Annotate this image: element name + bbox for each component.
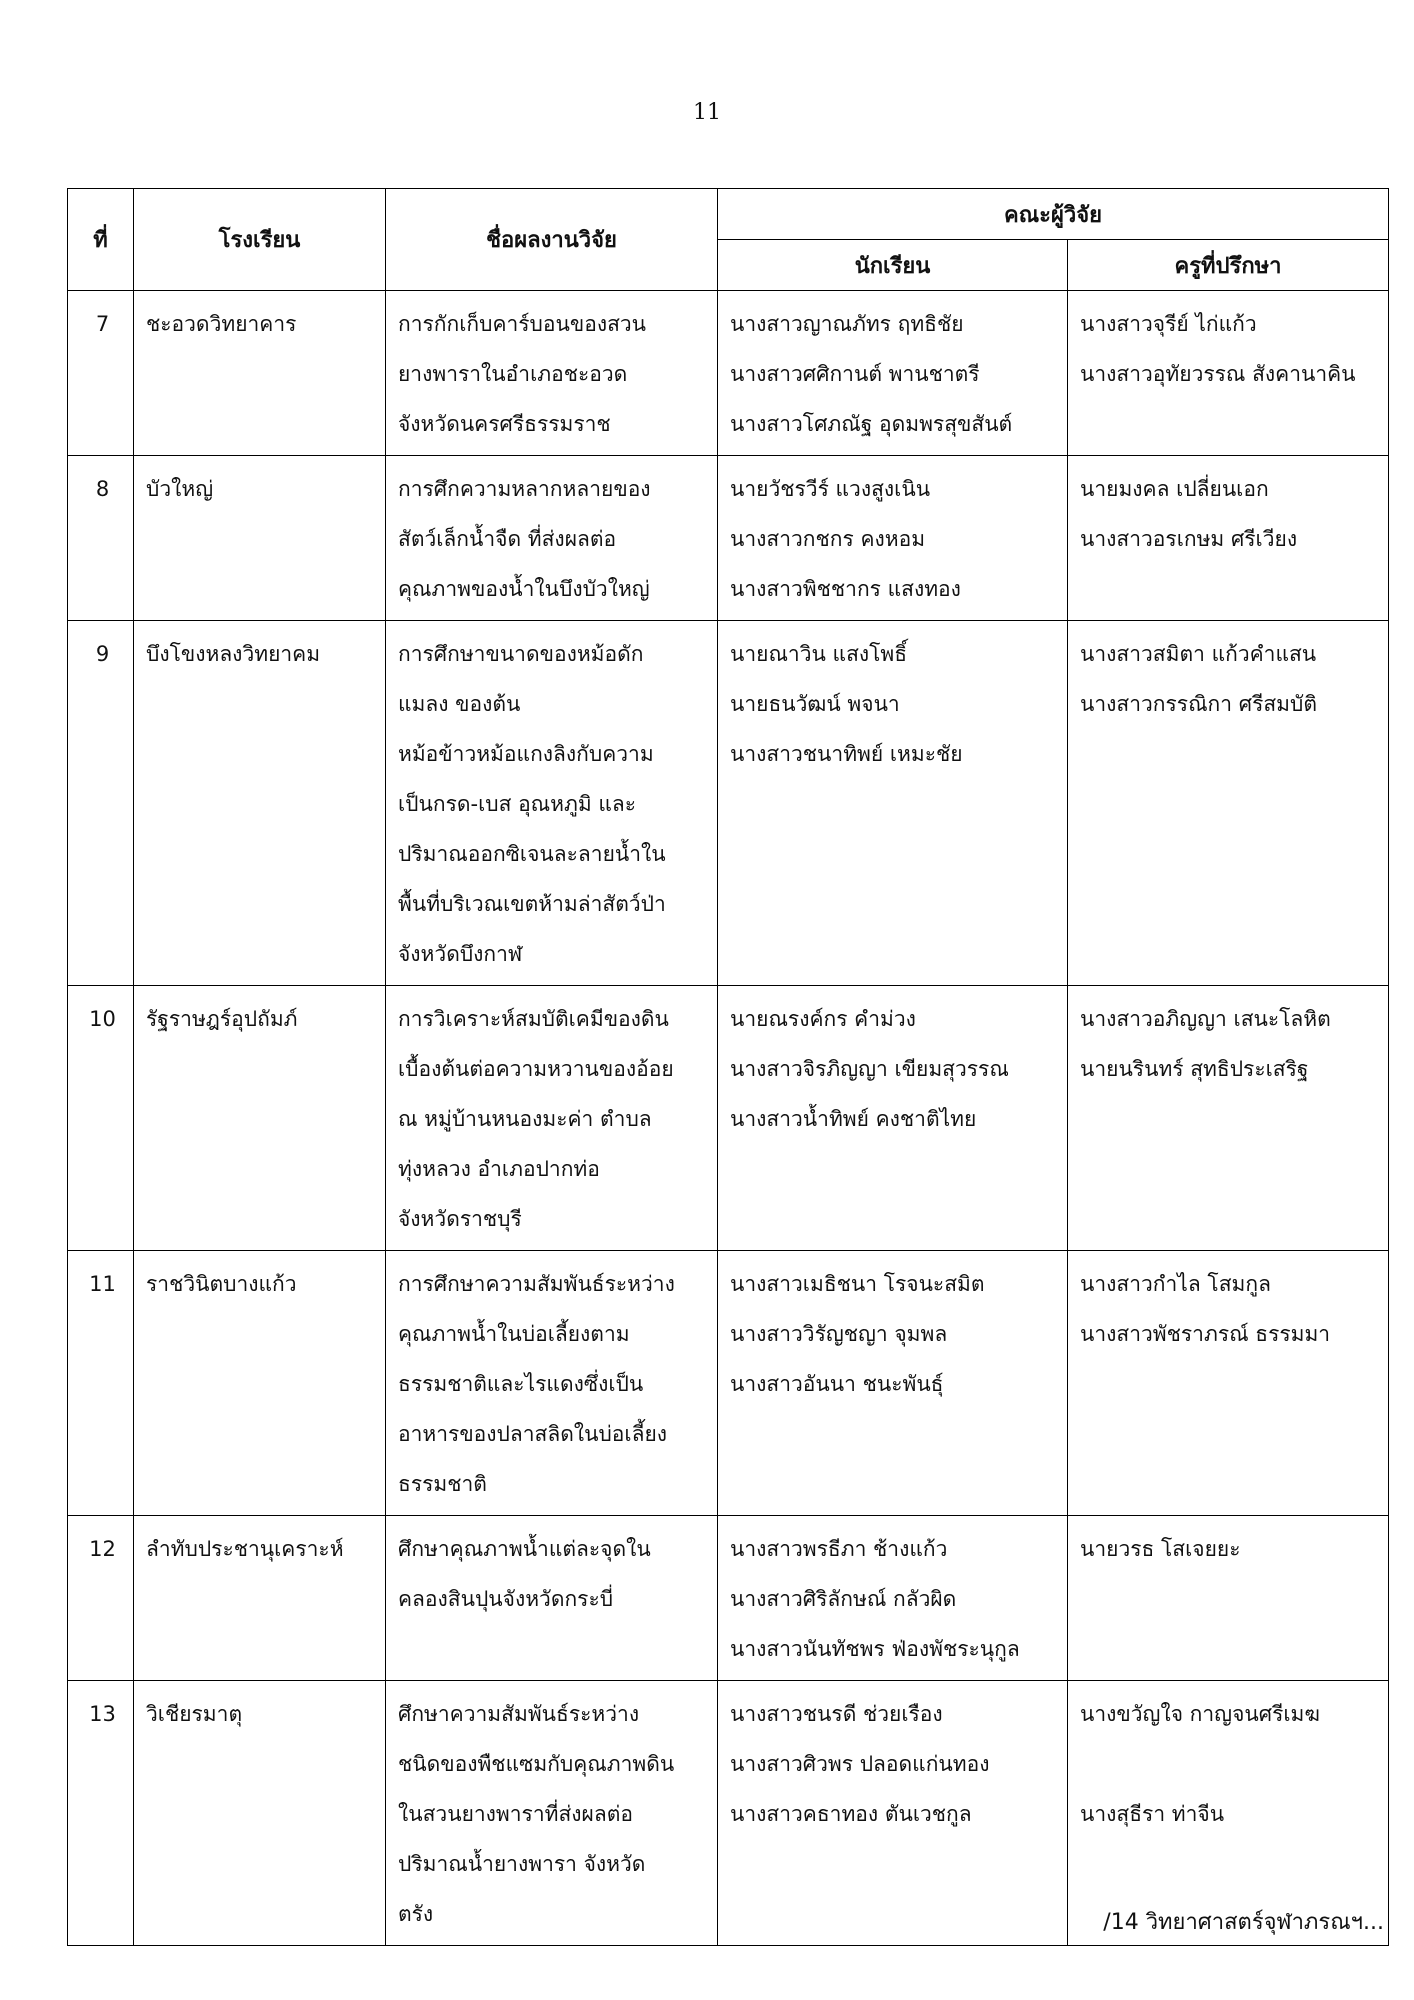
research-table bbox=[67, 188, 1389, 1946]
title-line: แมลง ของต้น bbox=[398, 692, 521, 716]
header-school: โรงเรียน bbox=[134, 189, 386, 291]
title-line: ปริมาณออกซิเจนละลายน้ำใน bbox=[398, 842, 666, 866]
cell-school: บึงโขงหลงวิทยาคม bbox=[134, 621, 386, 986]
title-line: หม้อข้าวหม้อแกงลิงกับความ bbox=[398, 742, 654, 766]
title-line: เป็นกรด-เบส อุณหภูมิ และ bbox=[398, 792, 637, 816]
cell-school: วิเชียรมาตุ bbox=[134, 1681, 386, 1946]
header-no: ที่ bbox=[68, 189, 134, 291]
student-name: นางสาวพรธีภา ช้างแก้ว bbox=[730, 1537, 948, 1561]
student-name: นางสาวเมธิชนา โรจนะสมิต bbox=[730, 1272, 985, 1296]
advisor-name: นางสาวพัชราภรณ์ ธรรมมา bbox=[1080, 1322, 1331, 1346]
title-line: จังหวัดนครศรีธรรมราช bbox=[398, 412, 611, 436]
student-name: นางสาววิรัญชญา จุมพล bbox=[730, 1322, 948, 1346]
advisor-name: นางขวัญใจ กาญจนศรีเมฆ bbox=[1080, 1702, 1320, 1726]
advisor-name: นางสาวจุรีย์ ไก่แก้ว bbox=[1080, 312, 1257, 336]
advisor-name: นางสาวอรเกษม ศรีเวียง bbox=[1080, 527, 1298, 551]
title-line: ศึกษาคุณภาพน้ำแต่ละจุดใน bbox=[398, 1537, 651, 1561]
table-row bbox=[68, 986, 1389, 1251]
advisor-name: นายมงคล เปลี่ยนเอก bbox=[1080, 477, 1269, 501]
title-line: ศึกษาความสัมพันธ์ระหว่าง bbox=[398, 1702, 640, 1726]
title-line: การศึกษาความสัมพันธ์ระหว่าง bbox=[398, 1272, 675, 1296]
cell-title bbox=[386, 1251, 718, 1516]
table-row bbox=[68, 621, 1389, 986]
table-row bbox=[68, 1251, 1389, 1516]
header-team: คณะผู้วิจัย bbox=[718, 189, 1389, 240]
advisor-name: นางสาวกำไล โสมกูล bbox=[1080, 1272, 1271, 1296]
cell-advisors bbox=[1068, 1516, 1389, 1681]
student-name: นางสาวชนรดี ช่วยเรือง bbox=[730, 1702, 943, 1726]
title-line: ตรัง bbox=[398, 1902, 434, 1926]
title-line: ปริมาณน้ำยางพารา จังหวัด bbox=[398, 1852, 646, 1876]
cell-title bbox=[386, 1681, 718, 1946]
table-row bbox=[68, 291, 1389, 456]
title-line: ณ หมู่บ้านหนองมะค่า ตำบล bbox=[398, 1107, 652, 1131]
cell-advisors bbox=[1068, 456, 1389, 621]
blank-line bbox=[1080, 1739, 1380, 1789]
title-line: ยางพาราในอำเภอชะอวด bbox=[398, 362, 628, 386]
title-line: คลองสินปุนจังหวัดกระบี่ bbox=[398, 1587, 614, 1611]
cell-school: รัฐราษฎร์อุปถัมภ์ bbox=[134, 986, 386, 1251]
title-line: การศึกความหลากหลายของ bbox=[398, 477, 651, 501]
cell-title bbox=[386, 986, 718, 1251]
student-name: นายธนวัฒน์ พจนา bbox=[730, 692, 900, 716]
student-name: นายณรงค์กร คำม่วง bbox=[730, 1007, 916, 1031]
cell-title bbox=[386, 1516, 718, 1681]
cell-students bbox=[718, 986, 1068, 1251]
title-line: เบื้องต้นต่อความหวานของอ้อย bbox=[398, 1057, 674, 1081]
title-line: พื้นที่บริเวณเขตห้ามล่าสัตว์ป่า bbox=[398, 892, 666, 916]
title-line: จังหวัดบึงกาฬ bbox=[398, 942, 523, 966]
header-advisors: ครูที่ปรึกษา bbox=[1068, 240, 1389, 291]
student-name: นางสาวศิวพร ปลอดแก่นทอง bbox=[730, 1752, 990, 1776]
header-students: นักเรียน bbox=[718, 240, 1068, 291]
title-line: ธรรมชาติ bbox=[398, 1472, 487, 1496]
cell-no: 11 bbox=[68, 1251, 134, 1516]
cell-advisors bbox=[1068, 1251, 1389, 1516]
student-name: นางสาวโศภณัฐ อุดมพรสุขสันต์ bbox=[730, 412, 1013, 436]
student-name: นางสาวจิรภิญญา เขียมสุวรรณ bbox=[730, 1057, 1009, 1081]
cell-no: 12 bbox=[68, 1516, 134, 1681]
cell-no: 10 bbox=[68, 986, 134, 1251]
footer-note: /14 วิทยาศาสตร์จุฬาภรณฯ... bbox=[1103, 1910, 1384, 1935]
title-line: คุณภาพน้ำในบ่อเลี้ยงตาม bbox=[398, 1322, 630, 1346]
cell-advisors bbox=[1068, 291, 1389, 456]
cell-school: ลำทับประชานุเคราะห์ bbox=[134, 1516, 386, 1681]
title-line: การกักเก็บคาร์บอนของสวน bbox=[398, 312, 647, 336]
table-row bbox=[68, 1516, 1389, 1681]
advisor-name: นายนรินทร์ สุทธิประเสริฐ bbox=[1080, 1057, 1309, 1081]
student-name: นางสาวนันทัชพร ฟ่องพัชระนุกูล bbox=[730, 1637, 1020, 1661]
cell-no: 8 bbox=[68, 456, 134, 621]
title-line: การวิเคราะห์สมบัติเคมีของดิน bbox=[398, 1007, 669, 1031]
cell-title bbox=[386, 291, 718, 456]
cell-advisors bbox=[1068, 621, 1389, 986]
student-name: นางสาวพิชชากร แสงทอง bbox=[730, 577, 961, 601]
cell-school: ชะอวดวิทยาคาร bbox=[134, 291, 386, 456]
title-line: สัตว์เล็กน้ำจืด ที่ส่งผลต่อ bbox=[398, 527, 617, 551]
advisor-name: นางสาวอุทัยวรรณ สังคานาคิน bbox=[1080, 362, 1356, 386]
student-name: นายวัชรวีร์ แวงสูงเนิน bbox=[730, 477, 931, 501]
title-line: ทุ่งหลวง อำเภอปากท่อ bbox=[398, 1157, 600, 1181]
student-name: นางสาวศศิกานต์ พานชาตรี bbox=[730, 362, 980, 386]
title-line: คุณภาพของน้ำในบึงบัวใหญ่ bbox=[398, 577, 650, 601]
student-name: นางสาวชนาทิพย์ เหมะชัย bbox=[730, 742, 963, 766]
student-name: นางสาวคธาทอง ตันเวชกูล bbox=[730, 1802, 972, 1826]
advisor-name: นางสาวกรรณิกา ศรีสมบัติ bbox=[1080, 692, 1317, 716]
page-number: 11 bbox=[693, 100, 721, 125]
cell-no: 7 bbox=[68, 291, 134, 456]
student-name: นายณาวิน แสงโพธิ์ bbox=[730, 642, 908, 666]
cell-students bbox=[718, 1516, 1068, 1681]
cell-students bbox=[718, 1251, 1068, 1516]
advisor-name: นางสาวอภิญญา เสนะโลหิต bbox=[1080, 1007, 1331, 1031]
cell-students bbox=[718, 456, 1068, 621]
cell-school: บัวใหญ่ bbox=[134, 456, 386, 621]
advisor-name: นางสุธีรา ท่าจีน bbox=[1080, 1802, 1225, 1826]
title-line: ในสวนยางพาราที่ส่งผลต่อ bbox=[398, 1802, 633, 1826]
cell-students bbox=[718, 621, 1068, 986]
student-name: นางสาวอันนา ชนะพันธุ์ bbox=[730, 1372, 944, 1396]
student-name: นางสาวศิริลักษณ์ กลัวผิด bbox=[730, 1587, 957, 1611]
cell-title bbox=[386, 621, 718, 986]
advisor-name: นายวรธ โสเจยยะ bbox=[1080, 1537, 1241, 1561]
title-line: ชนิดของพืชแซมกับคุณภาพดิน bbox=[398, 1752, 675, 1776]
table-row bbox=[68, 456, 1389, 621]
cell-advisors bbox=[1068, 986, 1389, 1251]
table-header bbox=[68, 189, 1389, 291]
header-title: ชื่อผลงานวิจัย bbox=[386, 189, 718, 291]
cell-students bbox=[718, 1681, 1068, 1946]
cell-school: ราชวินิตบางแก้ว bbox=[134, 1251, 386, 1516]
title-line: การศึกษาขนาดของหม้อดัก bbox=[398, 642, 644, 666]
student-name: นางสาวกชกร คงหอม bbox=[730, 527, 926, 551]
title-line: ธรรมชาติและไรแดงซึ่งเป็น bbox=[398, 1372, 644, 1396]
title-line: อาหารของปลาสลิดในบ่อเลี้ยง bbox=[398, 1422, 668, 1446]
student-name: นางสาวน้ำทิพย์ คงชาติไทย bbox=[730, 1107, 977, 1131]
advisor-name: นางสาวสมิตา แก้วคำแสน bbox=[1080, 642, 1317, 666]
cell-students bbox=[718, 291, 1068, 456]
cell-no: 13 bbox=[68, 1681, 134, 1946]
student-name: นางสาวญาณภัทร ฤทธิชัย bbox=[730, 312, 964, 336]
cell-no: 9 bbox=[68, 621, 134, 986]
cell-title bbox=[386, 456, 718, 621]
table-body bbox=[68, 291, 1389, 1946]
title-line: จังหวัดราชบุรี bbox=[398, 1207, 522, 1231]
